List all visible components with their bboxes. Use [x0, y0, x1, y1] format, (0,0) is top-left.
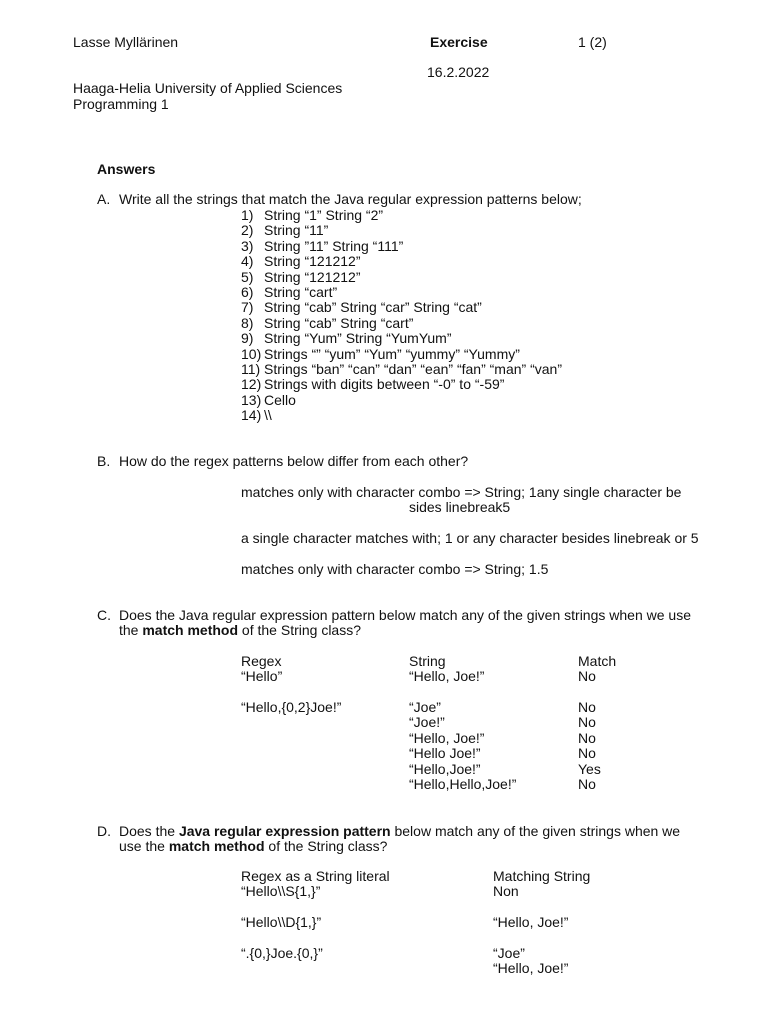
item-text: String “cab” String “cart”	[264, 314, 414, 331]
table-c-cell-match: No	[578, 668, 596, 684]
table-c-cell-string: “Hello Joe!”	[409, 745, 481, 761]
section-a-answer-item	[241, 346, 520, 362]
section-c-question-line-1: Does the Java regular expression pattern below match any of the given strings when we use	[119, 607, 691, 623]
course-name: Programming 1	[73, 96, 169, 112]
document-type: Exercise	[430, 34, 488, 50]
item-text: Strings “” “yum” “Yum” “yummy” “Yummy”	[264, 345, 520, 362]
table-d-cell-regex: “Hello\\S{1,}”	[241, 883, 321, 899]
table-c-header-match: Match	[578, 653, 617, 669]
table-c-cell-match: No	[578, 699, 596, 715]
section-b-answer-1-line-2: sides linebreak5	[409, 499, 511, 515]
institution-name: Haaga-Helia University of Applied Sciences	[73, 80, 343, 96]
table-d-cell-regex: “.{0,}Joe.{0,}”	[241, 945, 323, 961]
section-a-answer-item	[241, 361, 562, 377]
author-name: Lasse Myllärinen	[73, 34, 179, 50]
table-c-cell-string: “Hello,Hello,Joe!”	[409, 776, 517, 792]
table-c-cell-match: No	[578, 776, 596, 792]
section-a-answer-item	[241, 207, 383, 223]
table-c-cell-string: “Hello, Joe!”	[409, 730, 485, 746]
section-a-letter: A.	[97, 191, 111, 207]
section-d-question-line-2: use the match method of the String class?	[119, 838, 388, 854]
section-c-letter: C.	[97, 607, 111, 623]
section-a-answer-item	[241, 299, 482, 315]
section-a-answer-item	[241, 392, 296, 408]
item-number: 9)	[241, 330, 254, 347]
item-text: Strings with digits between “-0” to “-59”	[264, 376, 505, 393]
table-d-cell-match: “Hello, Joe!”	[493, 960, 569, 976]
table-c-header-string: String	[409, 653, 446, 669]
table-d-cell-match: “Hello, Joe!”	[493, 914, 569, 930]
table-c-cell-string: “Hello, Joe!”	[409, 668, 485, 684]
table-c-cell-match: Yes	[578, 761, 601, 777]
item-text: String “121212”	[264, 253, 361, 270]
item-number: 13)	[241, 391, 262, 408]
table-c-cell-match: No	[578, 745, 596, 761]
section-a-answer-item	[241, 222, 328, 238]
section-a-answer-item	[241, 253, 361, 269]
document-date: 16.2.2022	[427, 64, 490, 80]
item-text: String “1” String “2”	[264, 207, 384, 223]
item-number: 6)	[241, 284, 254, 300]
table-d-header-regex: Regex as a String literal	[241, 868, 390, 884]
item-number: 11)	[241, 361, 261, 377]
section-c-question-line-2: the match method of the String class?	[119, 622, 361, 638]
answers-heading: Answers	[97, 161, 156, 177]
section-d-letter: D.	[97, 823, 111, 839]
section-a-answer-item	[241, 330, 452, 346]
item-text: String “cart”	[264, 284, 338, 300]
section-b-question: How do the regex patterns below differ from each other?	[119, 453, 469, 469]
table-c-cell-regex: “Hello,{0,2}Joe!”	[241, 699, 342, 715]
section-b-answer-1-line-1: matches only with character combo => String; 1any single character be	[241, 484, 682, 500]
item-number: 10)	[241, 345, 262, 362]
item-number: 12)	[241, 376, 262, 393]
item-number: 7)	[241, 299, 254, 316]
section-b-answer-3: matches only with character combo => String; 1.5	[241, 561, 549, 577]
page-number: 1 (2)	[578, 34, 607, 50]
item-text: Strings “ban” “can” “dan” “ean” “fan” “man” “van”	[264, 361, 562, 377]
item-text: String “11”	[264, 222, 329, 239]
item-number: 3)	[241, 237, 254, 254]
table-c-cell-match: No	[578, 714, 596, 730]
table-c-cell-string: “Joe!”	[409, 714, 445, 730]
section-a-answer-item	[241, 269, 361, 285]
table-c-cell-match: No	[578, 730, 596, 746]
table-c-header-regex: Regex	[241, 653, 282, 669]
section-a-answer-item	[241, 315, 413, 331]
table-c-cell-regex: “Hello”	[241, 668, 283, 684]
item-text: String “cab” String “car” String “cat”	[264, 299, 482, 316]
table-c-cell-string: “Hello,Joe!”	[409, 761, 481, 777]
item-number: 4)	[241, 253, 254, 270]
section-a-question: Write all the strings that match the Java regular expression patterns below;	[119, 191, 582, 207]
item-text: \\	[264, 407, 272, 424]
table-d-header-matching: Matching String	[493, 868, 591, 884]
item-number: 1)	[241, 207, 254, 223]
section-b-answer-2: a single character matches with; 1 or any character besides linebreak or 5	[241, 530, 699, 546]
section-d-question-line-1: Does the Java regular expression pattern below match any of the given strings when we	[119, 823, 681, 839]
table-d-cell-regex: “Hello\\D{1,}”	[241, 914, 322, 930]
table-c-cell-string: “Joe”	[409, 699, 441, 715]
item-number: 14)	[241, 407, 262, 424]
item-text: String “121212”	[264, 268, 361, 285]
item-number: 2)	[241, 222, 254, 239]
java-regex-emphasis: Java regular expression pattern	[178, 823, 391, 839]
table-d-cell-match: “Joe”	[493, 945, 525, 961]
section-a-answer-item	[241, 407, 272, 423]
section-a-answer-item	[241, 284, 337, 300]
match-method-emphasis-d: match method	[168, 838, 265, 854]
item-text: Cello	[264, 391, 296, 408]
item-text: String “Yum” String “YumYum”	[264, 330, 452, 347]
match-method-emphasis: match method	[142, 622, 239, 638]
table-d-cell-match: Non	[493, 883, 519, 899]
section-a-answer-item	[241, 376, 504, 392]
item-number: 8)	[241, 314, 254, 331]
section-a-answer-item	[241, 238, 403, 254]
section-b-letter: B.	[97, 453, 111, 469]
item-text: String ”11” String “111”	[264, 237, 404, 254]
item-number: 5)	[241, 268, 254, 285]
